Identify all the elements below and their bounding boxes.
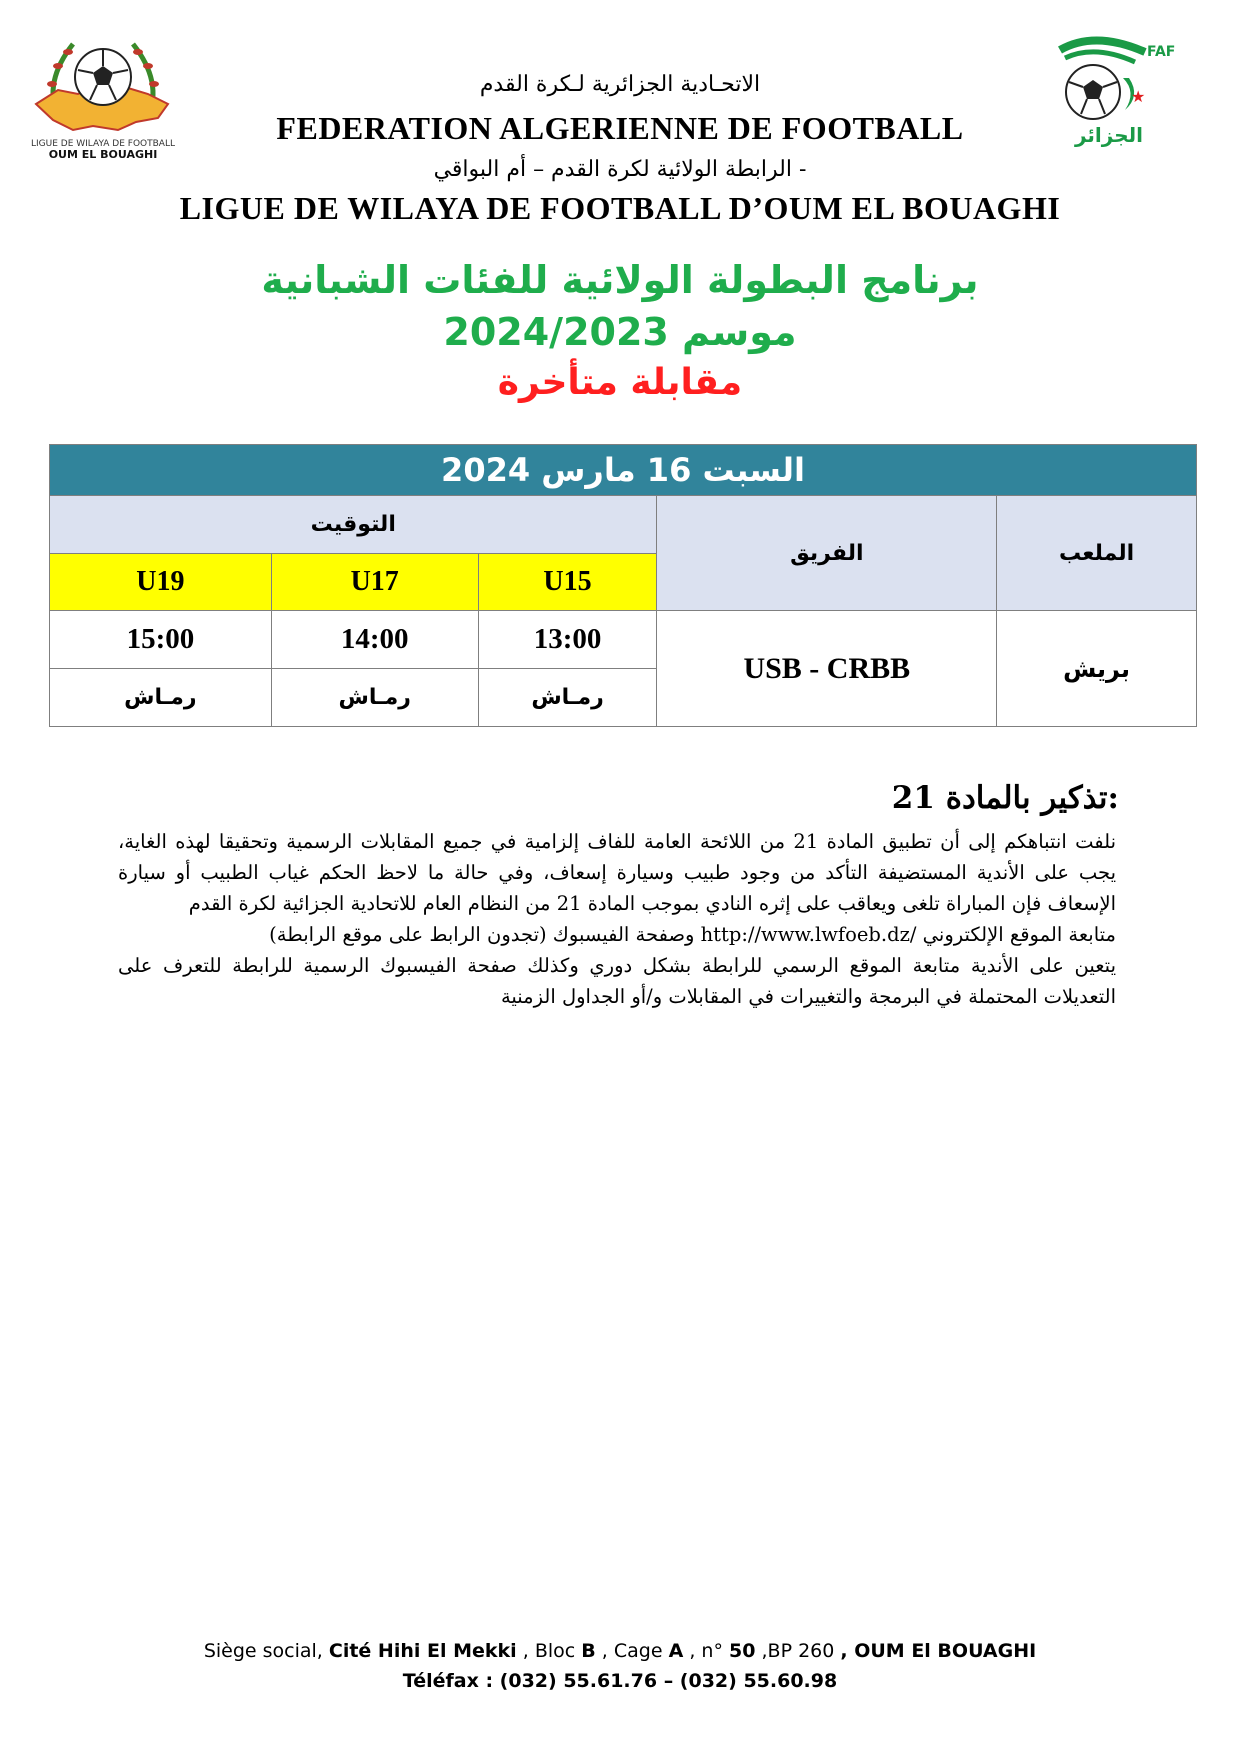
reminder-title: تذكير بالمادة 21: [891,780,1119,816]
reminder-paragraph: يتعين على الأندية متابعة الموقع الرسمي للرابطة بشكل دوري وكذلك صفحة الفيسبوك الرسمية للرابطة للتعرف على التعديلات المحتملة في البرمجة والتغييرات في المقابلات و/أو الجداول الزمنية [118,954,1116,1008]
footer-number: 50 [729,1640,756,1662]
footer-sep-number: , n° [689,1640,723,1662]
reminder-paragraph: متابعة الموقع الإلكتروني /http://www.lwfoeb.dz وصفحة الفيسبوك (تجدون الرابط على موقع الرابطة) [269,923,1116,946]
postponed-title: مقابلة متأخرة [497,362,743,403]
svg-text:★: ★ [1131,87,1146,106]
category-u17: U17 [271,554,478,611]
column-header-row [50,496,1197,554]
faf-logo [1045,30,1175,150]
match-teams: USB - CRBB [657,611,997,727]
time-u17: 14:00 [271,611,478,669]
footer-cage: A [668,1640,684,1662]
league-name-ar: الرابطة الولائية لكرة القدم – أم البواقي - [433,157,807,182]
federation-name-fr: FEDERATION ALGERIENNE DE FOOTBALL [276,110,964,146]
season-title: موسم 2024/2023 [443,310,797,354]
category-u15: U15 [478,554,657,611]
league-logo-line2: OUM EL BOUAGHI [48,148,158,161]
league-name-fr: LIGUE DE WILAYA DE FOOTBALL D’OUM EL BOUAGHI [179,190,1061,226]
category-u19: U19 [50,554,272,611]
federation-name-ar: الاتحـادية الجزائرية لـكرة القدم [479,72,761,97]
faf-logo-brand: FAF [1147,44,1175,60]
footer-sep-bloc: , Bloc [522,1640,582,1662]
league-logo [18,22,188,162]
footer-address-place: Cité Hihi El Mekki [328,1640,517,1662]
reminder-body [118,826,1116,1012]
match-time-row [50,611,1197,669]
footer-city: , OUM El BOUAGHI [840,1640,1037,1662]
faf-logo-country: الجزائر [1074,123,1144,147]
reminder-paragraph: نلفت انتباهكم إلى أن تطبيق المادة 21 من اللائحة العامة للفاف إلزامية في جميع المقابلات الرسمية وتحقيقا لهذه الغاية، يجب على الأندية المستضيفة التأكد من وجود طبيب وسيارة إسعاف، وفي حالة ما لاحظ الحكم غياب الطبيب أو سيارة الإسعاف فإن المباراة تلغى ويعاقب على إثره النادي بموجب المادة 21 من النظام العام للاتحادية الجزائية لكرة القدم [118,830,1116,915]
match-stadium: بريش [997,611,1197,727]
program-title: برنامج البطولة الولائية للفئات الشبانية [261,258,979,302]
footer-sep-cage: , Cage [601,1640,669,1662]
footer-sep-bp: ,BP 260 [761,1640,841,1662]
venue-u19: رمـاش [50,669,272,727]
day-header-row [50,445,1197,496]
time-u15: 13:00 [478,611,657,669]
venue-u15: رمـاش [478,669,657,727]
schedule-table [49,444,1197,727]
match-day: السبت 16 مارس 2024 [50,445,1197,496]
team-header: الفريق [657,496,997,611]
league-logo-line1: LIGUE DE WILAYA DE FOOTBALL [31,139,175,149]
time-u19: 15:00 [50,611,272,669]
venue-u17: رمـاش [271,669,478,727]
timing-header: التوقيت [50,496,657,554]
footer-address-prefix: Siège social, [203,1640,329,1662]
footer-telefax: Téléfax : (032) 55.61.76 – (032) 55.60.98 [402,1670,838,1692]
stadium-header: الملعب [997,496,1197,611]
footer-address [120,1640,1120,1662]
footer-bloc: B [581,1640,596,1662]
